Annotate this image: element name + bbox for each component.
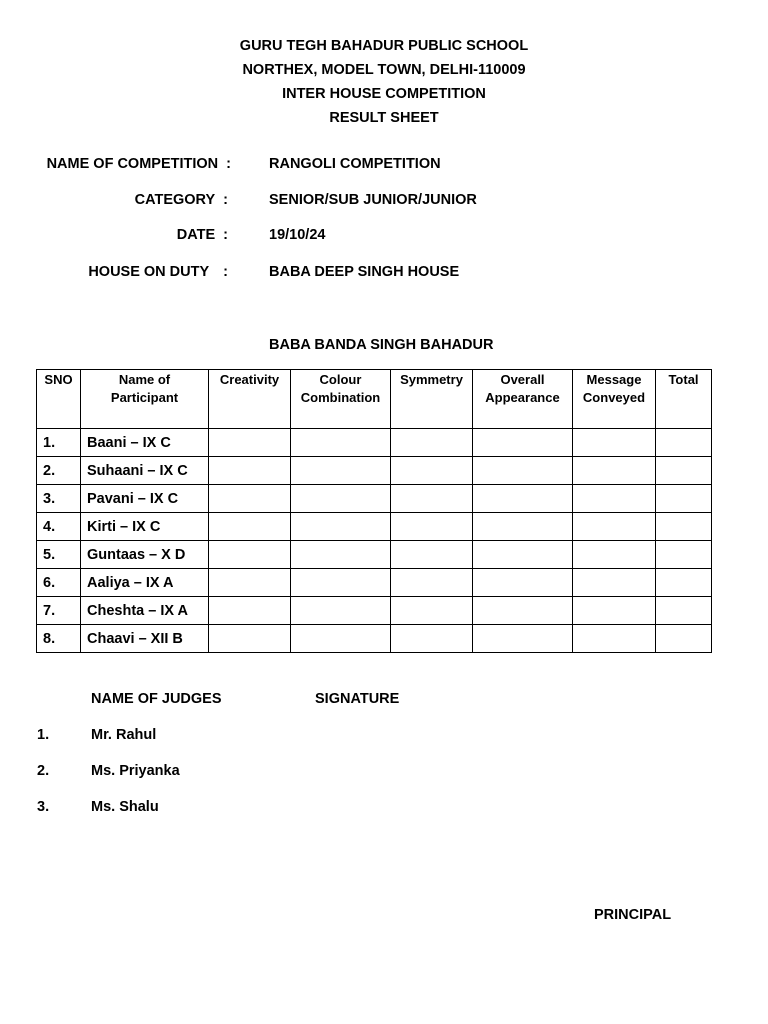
row-sno: 2. <box>37 457 81 485</box>
col-header-overall <box>473 370 573 429</box>
score-cell-creativity[interactable] <box>209 541 291 569</box>
score-cell-symmetry[interactable] <box>391 513 473 541</box>
score-cell-colour[interactable] <box>291 457 391 485</box>
score-cell-colour[interactable] <box>291 625 391 653</box>
score-cell-colour[interactable] <box>291 597 391 625</box>
row-participant-name: Aaliya – IX A <box>81 569 209 597</box>
score-cell-overall[interactable] <box>473 485 573 513</box>
score-cell-colour[interactable] <box>291 429 391 457</box>
score-cell-overall[interactable] <box>473 429 573 457</box>
info-label-competition: NAME OF COMPETITION <box>46 156 219 172</box>
score-cell-creativity[interactable] <box>209 513 291 541</box>
score-cell-overall[interactable] <box>473 457 573 485</box>
col-header-message-line2: Conveyed <box>582 390 646 405</box>
score-cell-total[interactable] <box>656 513 712 541</box>
info-row-category <box>0 189 768 211</box>
col-header-name-line2: Participant <box>110 390 179 405</box>
sheet-title: RESULT SHEET <box>329 110 439 126</box>
score-cell-creativity[interactable] <box>209 569 291 597</box>
judge-row <box>0 796 768 818</box>
info-value-category: SENIOR/SUB JUNIOR/JUNIOR <box>269 192 477 208</box>
score-cell-creativity[interactable] <box>209 597 291 625</box>
col-header-overall-line1: Overall <box>500 372 545 387</box>
info-value-house-on-duty: BABA DEEP SINGH HOUSE <box>269 264 460 280</box>
col-header-sno <box>37 370 81 429</box>
col-header-sno-label: SNO <box>44 372 73 387</box>
row-participant-name: Cheshta – IX A <box>81 597 209 625</box>
score-cell-symmetry[interactable] <box>391 625 473 653</box>
score-cell-message[interactable] <box>573 569 656 597</box>
score-cell-creativity[interactable] <box>209 625 291 653</box>
row-participant-name: Kirti – IX C <box>81 513 209 541</box>
col-header-colour <box>291 370 391 429</box>
score-cell-colour[interactable] <box>291 485 391 513</box>
info-colon: : <box>226 156 231 172</box>
score-cell-overall[interactable] <box>473 597 573 625</box>
row-participant-name: Chaavi – XII B <box>81 625 209 653</box>
table-row <box>37 625 712 653</box>
info-value-competition: RANGOLI COMPETITION <box>269 156 441 172</box>
col-header-symmetry <box>391 370 473 429</box>
score-cell-total[interactable] <box>656 569 712 597</box>
score-cell-symmetry[interactable] <box>391 429 473 457</box>
score-cell-overall[interactable] <box>473 541 573 569</box>
judge-name: Mr. Rahul <box>91 727 157 743</box>
col-header-total-label: Total <box>668 372 699 387</box>
score-cell-total[interactable] <box>656 541 712 569</box>
score-cell-colour[interactable] <box>291 569 391 597</box>
document-header <box>0 34 768 130</box>
table-row <box>37 597 712 625</box>
score-cell-total[interactable] <box>656 597 712 625</box>
table-row <box>37 513 712 541</box>
row-participant-name: Pavani – IX C <box>81 485 209 513</box>
col-header-message-line1: Message <box>586 372 642 387</box>
info-value-date: 19/10/24 <box>269 227 326 243</box>
score-cell-creativity[interactable] <box>209 429 291 457</box>
school-name: GURU TEGH BAHADUR PUBLIC SCHOOL <box>239 38 529 54</box>
table-row <box>37 569 712 597</box>
info-label-house-on-duty: HOUSE ON DUTY <box>88 264 210 280</box>
col-header-creativity <box>209 370 291 429</box>
score-cell-colour[interactable] <box>291 541 391 569</box>
score-cell-message[interactable] <box>573 541 656 569</box>
score-cell-symmetry[interactable] <box>391 457 473 485</box>
judge-row <box>0 760 768 782</box>
score-cell-creativity[interactable] <box>209 457 291 485</box>
judge-row <box>0 724 768 746</box>
judge-name: Ms. Shalu <box>91 799 159 815</box>
signature-heading: SIGNATURE <box>315 691 400 707</box>
col-header-colour-line1: Colour <box>319 372 362 387</box>
score-cell-symmetry[interactable] <box>391 541 473 569</box>
col-header-colour-line2: Combination <box>300 390 381 405</box>
row-sno: 7. <box>37 597 81 625</box>
info-row-competition <box>0 153 768 175</box>
judges-heading: NAME OF JUDGES <box>91 691 222 707</box>
event-title: INTER HOUSE COMPETITION <box>282 86 486 102</box>
info-colon: : <box>223 192 228 208</box>
table-row <box>37 485 712 513</box>
judge-number: 1. <box>37 727 50 743</box>
row-participant-name: Baani – IX C <box>81 429 209 457</box>
score-cell-total[interactable] <box>656 429 712 457</box>
col-header-symmetry-label: Symmetry <box>400 372 463 387</box>
table-header-row <box>37 370 712 429</box>
house-title: BABA BANDA SINGH BAHADUR <box>269 337 494 353</box>
score-cell-total[interactable] <box>656 625 712 653</box>
score-cell-symmetry[interactable] <box>391 485 473 513</box>
results-table <box>36 369 712 653</box>
info-colon: : <box>223 227 228 243</box>
info-colon: : <box>223 264 228 280</box>
table-row <box>37 457 712 485</box>
row-sno: 4. <box>37 513 81 541</box>
score-cell-message[interactable] <box>573 429 656 457</box>
col-header-name-line1: Name of <box>118 372 171 387</box>
col-header-total <box>656 370 712 429</box>
judge-number: 2. <box>37 763 50 779</box>
row-sno: 5. <box>37 541 81 569</box>
score-cell-creativity[interactable] <box>209 485 291 513</box>
col-header-name <box>81 370 209 429</box>
row-participant-name: Suhaani – IX C <box>81 457 209 485</box>
principal-signature-label: PRINCIPAL <box>594 907 672 923</box>
score-cell-overall[interactable] <box>473 569 573 597</box>
row-sno: 3. <box>37 485 81 513</box>
row-participant-name: Guntaas – X D <box>81 541 209 569</box>
table-row <box>37 541 712 569</box>
info-label-category: CATEGORY <box>134 192 216 208</box>
score-cell-total[interactable] <box>656 457 712 485</box>
judge-name: Ms. Priyanka <box>91 763 180 779</box>
score-cell-symmetry[interactable] <box>391 597 473 625</box>
info-row-house-on-duty <box>0 261 768 283</box>
score-cell-message[interactable] <box>573 457 656 485</box>
score-cell-message[interactable] <box>573 485 656 513</box>
info-label-date: DATE <box>176 227 216 243</box>
score-cell-overall[interactable] <box>473 513 573 541</box>
col-header-overall-line2: Appearance <box>485 390 560 405</box>
score-cell-message[interactable] <box>573 597 656 625</box>
score-cell-message[interactable] <box>573 625 656 653</box>
score-cell-message[interactable] <box>573 513 656 541</box>
row-sno: 8. <box>37 625 81 653</box>
score-cell-total[interactable] <box>656 485 712 513</box>
judge-number: 3. <box>37 799 50 815</box>
col-header-creativity-label: Creativity <box>219 372 280 387</box>
col-header-message <box>573 370 656 429</box>
info-row-date <box>0 224 768 246</box>
row-sno: 1. <box>37 429 81 457</box>
score-cell-colour[interactable] <box>291 513 391 541</box>
table-row <box>37 429 712 457</box>
score-cell-overall[interactable] <box>473 625 573 653</box>
score-cell-symmetry[interactable] <box>391 569 473 597</box>
school-address: NORTHEX, MODEL TOWN, DELHI-110009 <box>242 62 526 78</box>
row-sno: 6. <box>37 569 81 597</box>
